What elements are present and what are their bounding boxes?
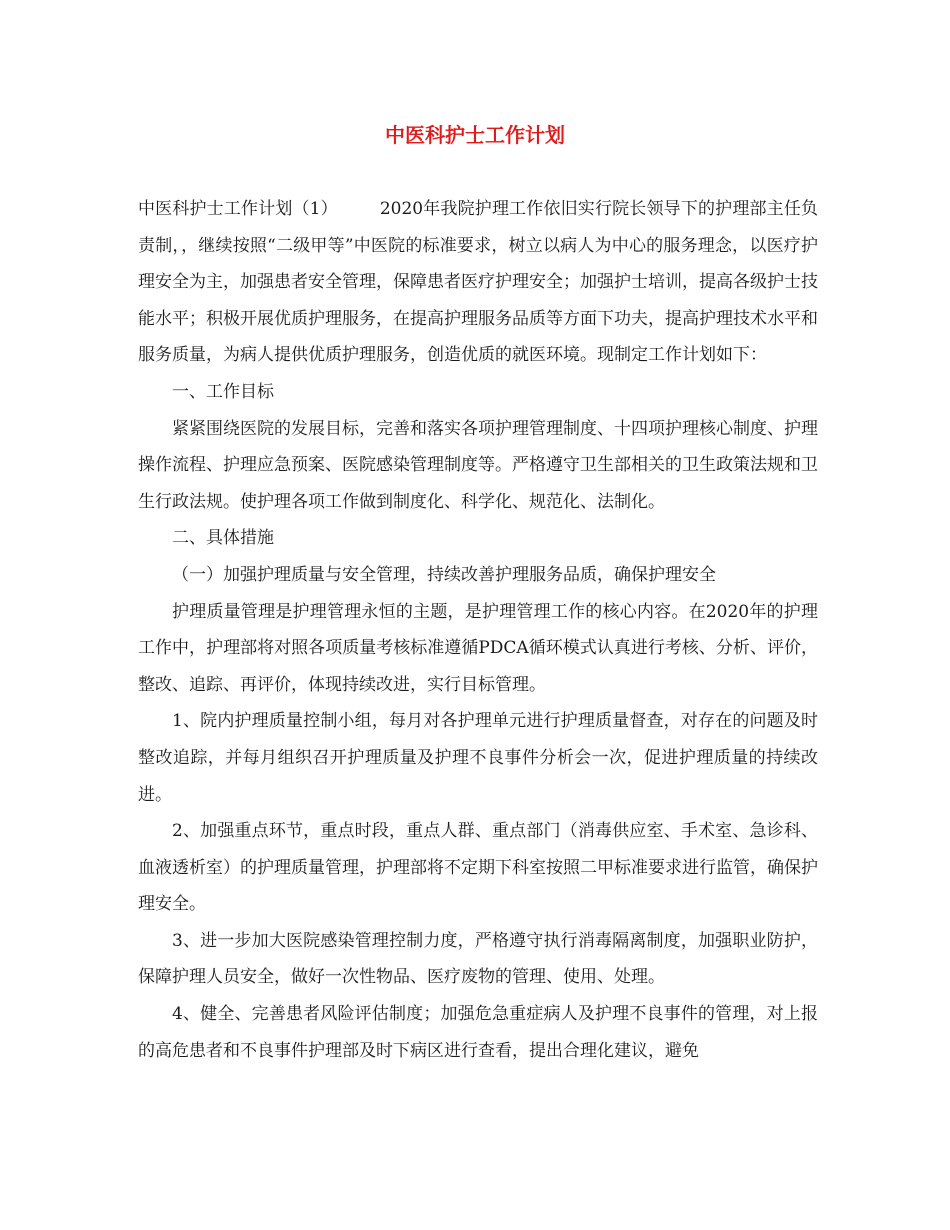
list-item-3: 3、进一步加大医院感染管理控制力度，严格遵守执行消毒隔离制度，加强职业防护，保障护理人员安全，做好一次性物品、医疗废物的管理、使用、处理。 [138, 930, 818, 988]
intro-body: 2020年我院护理工作依旧实行院长领导下的护理部主任负责制，，继续按照“二级甲等”中医院的标准要求，树立以病人为中心的服务理念，以医疗护理安全为主，加强患者安全管理，保障患者医疗护理安全；加强护士培训，提高各级护士技能水平；积极开展优质护理服务，在提高护理服务品质等方面下功夫，提高护理技术水平和服务质量，为病人提供优质护理服务，创造优质的就医环境。现制定工作计划如下： [138, 199, 818, 366]
paragraph-quality: 护理质量管理是护理管理永恒的主题，是护理管理工作的核心内容。在2020年的护理工作中，护理部将对照各项质量考核标准遵循PDCA循环模式认真进行考核、分析、评价，整改、追踪、再评价，体现持续改进，实行目标管理。 [138, 601, 818, 695]
document-body [138, 191, 818, 1069]
intro-paragraph [138, 191, 818, 374]
subsection-heading-quality: （一）加强护理质量与安全管理，持续改善护理服务品质，确保护理安全 [172, 564, 716, 585]
intro-label: 中医科护士工作计划（1） [138, 199, 338, 219]
list-item-4: 4、健全、完善患者风险评估制度；加强危急重症病人及护理不良事件的管理，对上报的高危患者和不良事件护理部及时下病区进行查看，提出合理化建议，避免 [138, 1004, 818, 1061]
section-heading-measures: 二、具体措施 [172, 528, 274, 549]
list-item-1: 1、院内护理质量控制小组，每月对各护理单元进行护理质量督查，对存在的问题及时整改追踪，并每月组织召开护理质量及护理不良事件分析会一次，促进护理质量的持续改进。 [138, 711, 818, 805]
list-item-2: 2、加强重点环节，重点时段，重点人群、重点部门（消毒供应室、手术室、急诊科、血液透析室）的护理质量管理，护理部将不定期下科室按照二甲标准要求进行监管，确保护理安全。 [138, 821, 818, 915]
document-title: 中医科护士工作计划 [385, 123, 565, 147]
section-heading-goals: 一、工作目标 [172, 381, 274, 402]
paragraph-goals: 紧紧围绕医院的发展目标，完善和落实各项护理管理制度、十四项护理核心制度、护理操作流程、护理应急预案、医院感染管理制度等。严格遵守卫生部相关的卫生政策法规和卫生行政法规。使护理各项工作做到制度化、科学化、规范化、法制化。 [138, 418, 818, 512]
